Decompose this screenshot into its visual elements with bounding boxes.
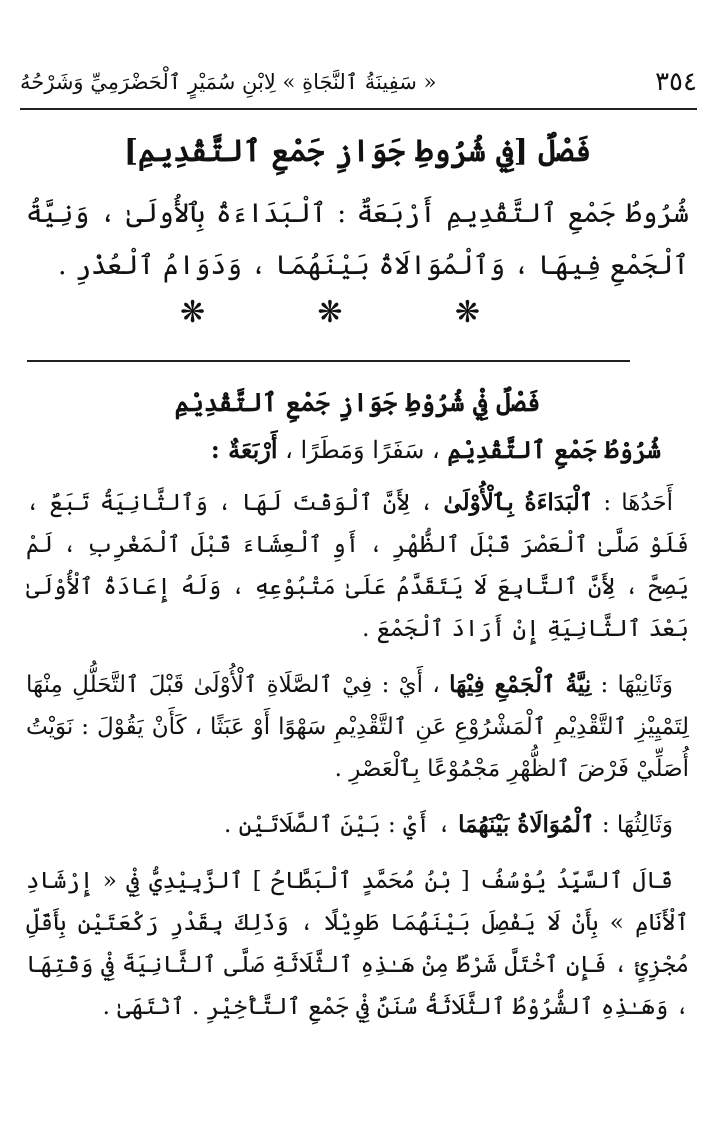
condition-2-paragraph bbox=[26, 664, 689, 790]
intro-middle: ، سَفَرًا وَمَطَرًا ، bbox=[285, 436, 440, 464]
running-title: « سَفِينَةُ ٱلنَّجَاةِ » لِابْنِ سُمَيْرٍ ٱلْحَضْرَمِيِّ وَشَرْحُهُ bbox=[20, 70, 437, 94]
matn-section bbox=[26, 122, 689, 292]
star-ornament-icon: ❋ bbox=[454, 294, 480, 330]
sharh-section bbox=[26, 378, 689, 1042]
condition-1-explanation: ، لِأَنَّ ٱلْوَقْتَ لَهَا ، وَٱلثَّانِيَةُ تَبَعٌ ، فَلَوْ صَلَّىٰ ٱلْعَصْرَ قَبْلَ ٱلظُّهْرِ ، أَوِ ٱلْعِشَاءَ قَبْلَ ٱلْمَغْرِبِ ، لَمْ يَصِحَّ ، لِأَنَّ ٱلتَّابِعَ لَا يَتَقَدَّمُ عَلَىٰ مَتْبُوْعِهِ ، وَلَهُ إِعَادَةُ ٱلْأُوْلَىٰ بَعْدَ ٱلثَّانِيَةِ إِنْ أَرَادَ ٱلْجَمْعَ . bbox=[26, 490, 689, 642]
matn-text: شُرُوطُ جَمْعِ ٱلتَّقْدِيمِ أَرْبَعَةٌ : ٱلْبَدَاءَةُ بِٱلأُولَىٰ ، وَنِيَّةُ ٱلْجَمْعِ فِيهَا ، وَٱلْمُوَالَاةُ بَيْنَهُمَا ، وَدَوَامُ ٱلْعُذْرِ . bbox=[26, 198, 689, 281]
condition-2-ordinal: وَثَانِيْهَا : bbox=[600, 672, 674, 698]
condition-3-term: ٱلْمُوَالَاةُ بَيْنَهُمَا bbox=[458, 811, 595, 838]
quote-paragraph: قَالَ ٱلسَّيِّدُ يُوْسُفُ [ بْنُ مُحَمَّدٍ ٱلْبَطَّاحُ ] ٱلزَّبِيْدِيُّ فِيْ « إِرْشَادِ ٱلْأَنَامِ » بِأَنْ لَا يَفْصِلَ بَيْنَهُمَا طَوِيْلًا ، وَذَلِكَ بِقَدْرِ رَكْعَتَيْنِ بِأَقَلِّ مُجْزِئٍ ، فَإِنِ ٱخْتَلَّ شَرْطٌ مِنْ هَـٰذِهِ ٱلثَّلَاثَةِ صَلَّى ٱلثَّانِيَةَ فِيْ وَقْتِهَا ، وَهَـٰذِهِ ٱلشُّرُوْطُ ٱلثَّلَاثَةُ سُنَنٌ فِيْ جَمْعِ ٱلتَّأْخِيْرِ . ٱنْتَهَىٰ . bbox=[26, 868, 689, 1020]
star-separator bbox=[180, 292, 480, 332]
condition-1-paragraph bbox=[26, 482, 689, 650]
commentary-divider bbox=[27, 360, 630, 362]
sharh-section-title: فَصْلٌ فِيْ شُرُوْطِ جَوَازِ جَمْعِ ٱلتَّقْدِيْمِ bbox=[174, 388, 541, 417]
sharh-intro bbox=[26, 428, 661, 472]
star-ornament-icon: ❋ bbox=[317, 294, 343, 330]
star-ornament-icon: ❋ bbox=[180, 294, 206, 330]
header-rule bbox=[20, 108, 697, 110]
page-header bbox=[20, 62, 697, 102]
condition-3-explanation: ، أَيْ : بَيْنَ ٱلصَّلَاتَيْنِ . bbox=[224, 812, 451, 838]
condition-2-explanation: ، أَيْ : فِيْ ٱلصَّلَاةِ ٱلْأُوْلَىٰ قَبْلَ ٱلتَّحَلُّلِ مِنْهَا لِتَمْيِيْزِ ٱلتَّقْدِيْمِ ٱلْمَشْرُوْعِ عَنِ ٱلتَّقْدِيْمِ سَهْوًا أَوْ عَبَثًا ، كَأَنْ يَقُوْلَ : نَوَيْتُ أُصَلِّيْ فَرْضَ ٱلظُّهْرِ مَجْمُوْعًا بِٱلْعَصْرِ . bbox=[26, 672, 689, 782]
intro-tail: أَرْبَعَةٌ : bbox=[210, 435, 278, 464]
condition-1-ordinal: أَحَدُهَا : bbox=[603, 490, 674, 516]
condition-3-paragraph bbox=[26, 804, 689, 846]
condition-2-term: نِيَّةُ ٱلْجَمْعِ فِيْهَا bbox=[449, 671, 592, 698]
page-number: ٣٥٤ bbox=[655, 67, 697, 97]
condition-3-ordinal: وَثَالِثُهَا : bbox=[601, 812, 673, 838]
intro-lead: شُرُوْطُ جَمْعِ ٱلتَّقْدِيْمِ bbox=[447, 435, 661, 464]
matn-section-title: فَصْلٌ [فِي شُرُوطِ جَوَازِ جَمْعِ ٱلتَّقْدِيمِ] bbox=[123, 134, 592, 169]
condition-1-term: ٱلْبَدَاءَةُ بِٱلْأُوْلَىٰ bbox=[443, 489, 594, 516]
